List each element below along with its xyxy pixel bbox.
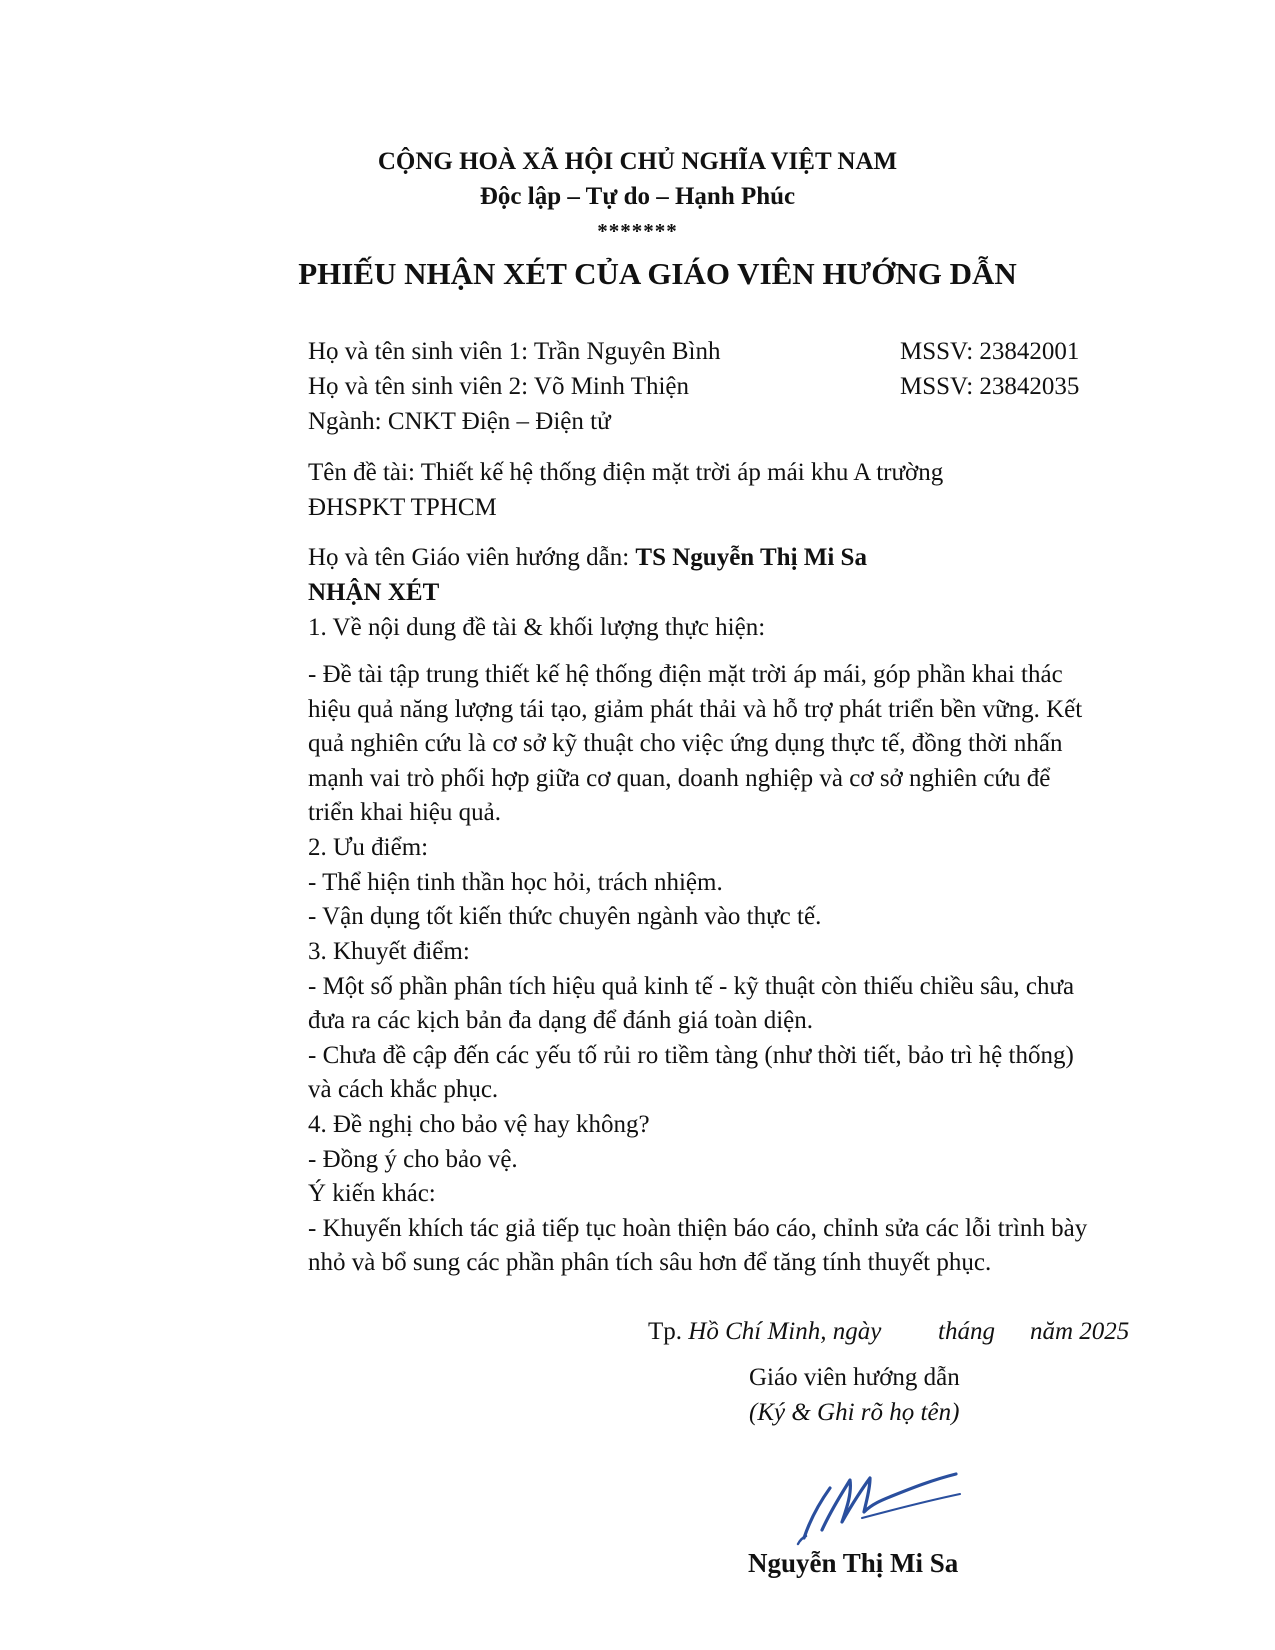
section-3-line: - Một số phần phân tích hiệu quả kinh tế - kỹ thuật còn thiếu chiều sâu, chưa: [308, 972, 1075, 1000]
topic-line-1: Tên đề tài: Thiết kế hệ thống điện mặt trời áp mái khu A trường: [308, 459, 944, 486]
section-1-line: hiệu quả năng lượng tái tạo, giảm phát thải và hỗ trợ phát triển bền vững. Kết: [308, 695, 1083, 723]
date-month: tháng: [938, 1318, 995, 1345]
other-comments: [308, 1177, 1148, 1281]
student-2-name: Họ và tên sinh viên 2: Võ Minh Thiện: [308, 373, 689, 400]
sign-note: (Ký & Ghi rõ họ tên): [749, 1399, 960, 1426]
advisor-name: TS Nguyễn Thị Mi Sa: [635, 544, 867, 571]
section-3-line: đưa ra các kịch bản đa dạng để đánh giá toàn diện.: [308, 1007, 814, 1034]
student-1-mssv: MSSV: 23842001: [900, 338, 1080, 365]
comments-heading: NHẬN XÉT: [308, 579, 440, 606]
place-prefix: Tp.: [648, 1318, 689, 1345]
country-header: CỘNG HOÀ XÃ HỘI CHỦ NGHĨA VIỆT NAM: [377, 148, 898, 175]
section-4-line: - Đồng ý cho bảo vệ.: [308, 1145, 518, 1173]
section-3: [308, 935, 1148, 1108]
section-1-heading: 1. Về nội dung đề tài & khối lượng thực hiện:: [308, 614, 766, 641]
section-3-heading: 3. Khuyết điểm:: [308, 938, 470, 965]
signature-image: [792, 1460, 972, 1550]
other-line: - Khuyến khích tác giả tiếp tục hoàn thiện báo cáo, chỉnh sửa các lỗi trình bày: [308, 1214, 1088, 1242]
advisor-line: [308, 543, 867, 573]
section-1-body: [308, 658, 1148, 831]
advisor-role: Giáo viên hướng dẫn: [749, 1364, 960, 1391]
section-4-heading: 4. Đề nghị cho bảo vệ hay không?: [308, 1111, 650, 1138]
motto: Độc lập – Tự do – Hạnh Phúc: [479, 183, 796, 210]
advisor-label: Họ và tên Giáo viên hướng dẫn:: [308, 544, 636, 571]
section-3-line: và cách khắc phục.: [308, 1076, 499, 1103]
date-line: [648, 1317, 881, 1347]
stars-divider: *******: [597, 219, 678, 243]
student-1-name: Họ và tên sinh viên 1: Trần Nguyên Bình: [308, 338, 721, 365]
section-3-line: - Chưa đề cập đến các yếu tố rủi ro tiềm tàng (như thời tiết, bảo trì hệ thống): [308, 1041, 1074, 1069]
section-1-line: triển khai hiệu quả.: [308, 799, 501, 826]
other-line: nhỏ và bổ sung các phần phân tích sâu hơn để tăng tính thuyết phục.: [308, 1249, 992, 1276]
section-2-line: - Vận dụng tốt kiến thức chuyên ngành vào thực tế.: [308, 903, 822, 930]
section-1-line: mạnh vai trò phối hợp giữa cơ quan, doanh nghiệp và cơ sở nghiên cứu để: [308, 764, 1051, 792]
section-1-line: - Đề tài tập trung thiết kế hệ thống điện mặt trời áp mái, góp phần khai thác: [308, 661, 1063, 688]
date-year: năm 2025: [1030, 1318, 1130, 1345]
section-4: [308, 1108, 1148, 1177]
topic-line-2: ĐHSPKT TPHCM: [308, 494, 497, 521]
section-2-heading: 2. Ưu điểm:: [308, 834, 429, 861]
page-title: PHIẾU NHẬN XÉT CỦA GIÁO VIÊN HƯỚNG DẪN: [298, 256, 1017, 291]
student-2-mssv: MSSV: 23842035: [900, 373, 1080, 400]
major: Ngành: CNKT Điện – Điện tử: [308, 408, 611, 435]
section-1-line: quả nghiên cứu là cơ sở kỹ thuật cho việc ứng dụng thực tế, đồng thời nhấn: [308, 730, 1063, 757]
other-heading: Ý kiến khác:: [308, 1180, 436, 1207]
signer-name: Nguyễn Thị Mi Sa: [748, 1548, 959, 1578]
section-2: [308, 831, 1148, 935]
section-2-line: - Thể hiện tinh thần học hỏi, trách nhiệm.: [308, 868, 723, 896]
place-date: Hồ Chí Minh, ngày: [688, 1318, 882, 1345]
